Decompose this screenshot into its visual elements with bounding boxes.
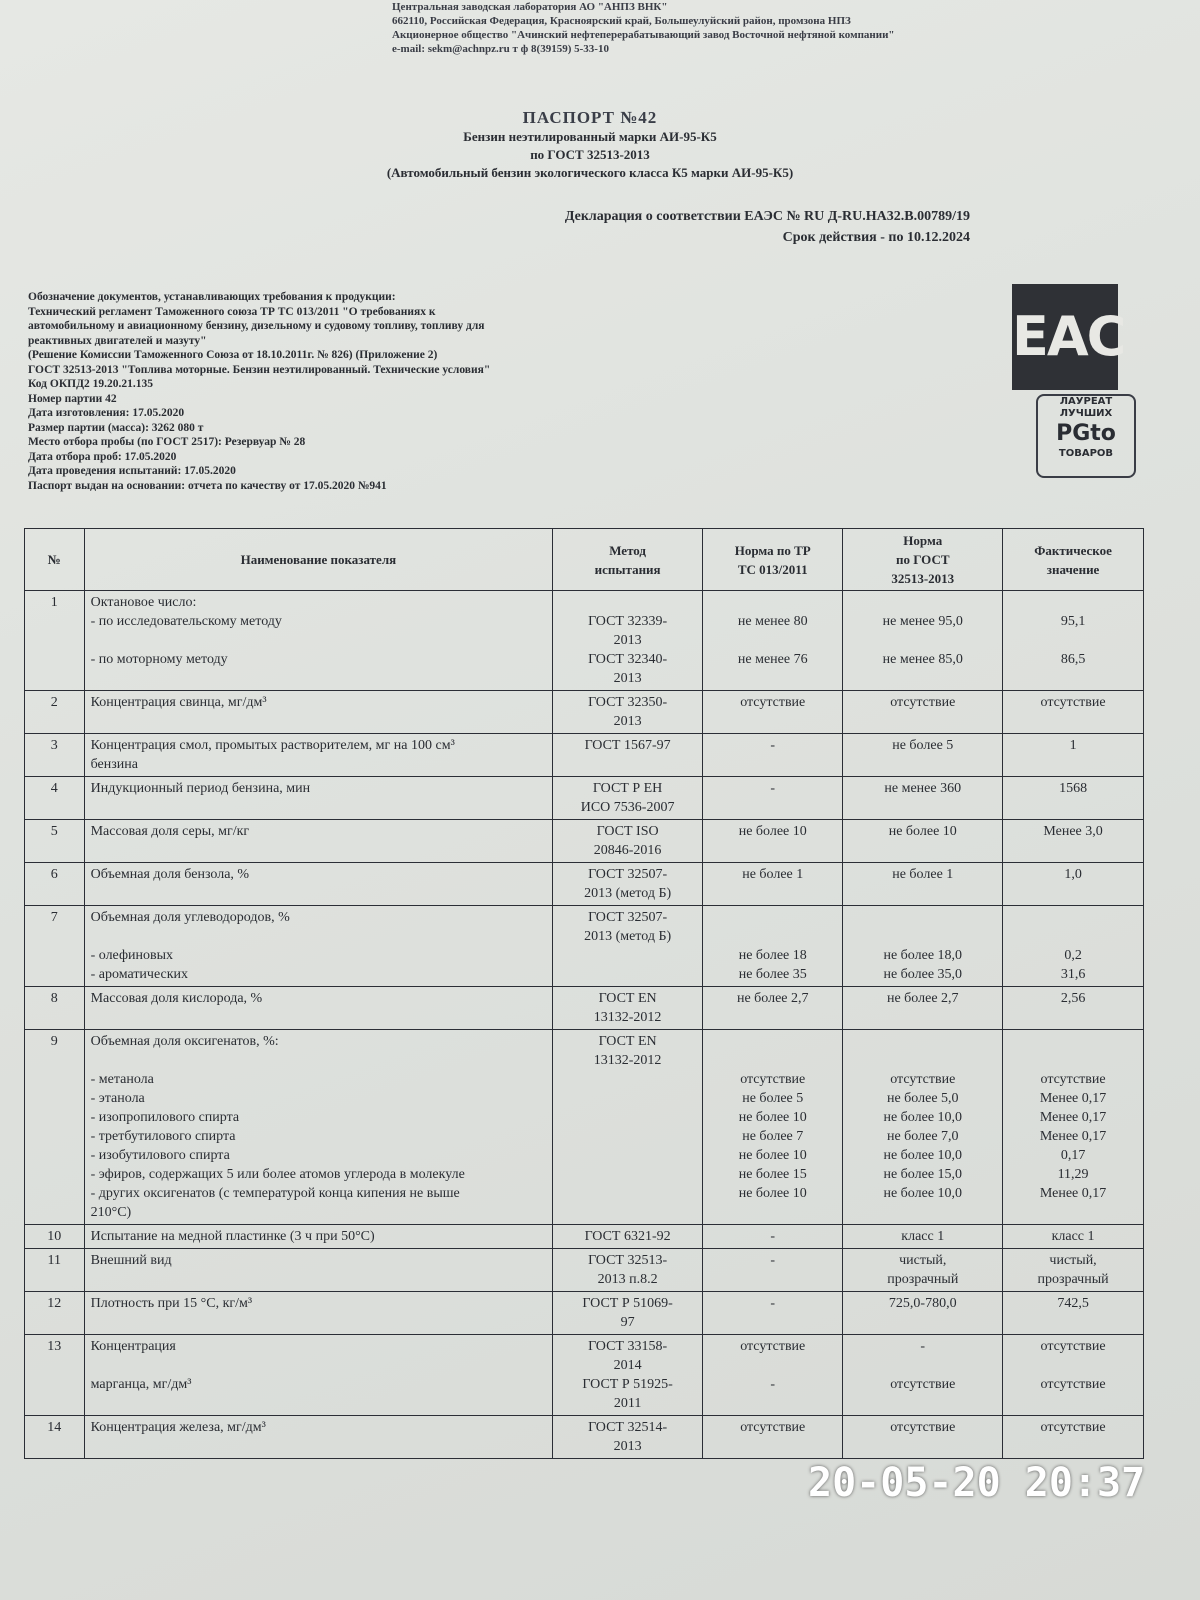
norm-tr-cell: не более 1 [703, 863, 843, 906]
table-row [25, 777, 1144, 820]
header-line-3: Акционерное общество "Ачинский нефтеперерабатывающий завод Восточной нефтяной компании" [392, 29, 895, 41]
actual-value-cell: отсутствие [1003, 1416, 1144, 1459]
test-method-cell: ГОСТ 33158- 2014 ГОСТ Р 51925- 2011 [553, 1335, 703, 1416]
meta-line-1: Технический регламент Таможенного союза ТР ТС 013/2011 "О требованиях к [28, 305, 436, 318]
actual-value-cell: класс 1 [1003, 1225, 1144, 1249]
actual-value-cell: 1,0 [1003, 863, 1144, 906]
row-number-cell: 12 [25, 1292, 85, 1335]
meta-line-8: Дата изготовления: 17.05.2020 [28, 407, 185, 419]
norm-tr-cell: - [703, 777, 843, 820]
declaration [470, 206, 970, 248]
indicator-name-cell: Индукционный период бензина, мин [84, 777, 553, 820]
table-row [25, 906, 1144, 987]
indicator-name-cell: Концентрация железа, мг/дм³ [84, 1416, 553, 1459]
norm-tr-cell: - [703, 1225, 843, 1249]
indicator-name-cell: Массовая доля кислорода, % [84, 987, 553, 1030]
meta-line-13: Паспорт выдан на основании: отчета по качеству от 17.05.2020 №941 [28, 479, 387, 492]
col-header-name: Наименование показателя [84, 529, 553, 591]
norm-gost-cell: не более 2,7 [843, 987, 1003, 1030]
actual-value-cell: 1 [1003, 734, 1144, 777]
actual-value-cell: отсутствие [1003, 691, 1144, 734]
norm-tr-cell: не более 18 не более 35 [703, 906, 843, 987]
meta-line-9: Размер партии (масса): 3262 080 т [28, 421, 204, 434]
norm-gost-cell: 725,0-780,0 [843, 1292, 1003, 1335]
table-row [25, 820, 1144, 863]
norm-gost-cell: не менее 95,0 не менее 85,0 [843, 591, 1003, 691]
row-number-cell: 6 [25, 863, 85, 906]
table-row [25, 691, 1144, 734]
norm-gost-cell: не более 10 [843, 820, 1003, 863]
col-header-norm-gost: Норма по ГОСТ 32513-2013 [843, 529, 1003, 591]
row-number-cell: 9 [25, 1030, 85, 1225]
indicator-name-cell: Концентрация смол, промытых растворителем, мг на 100 см³ бензина [84, 734, 553, 777]
norm-tr-cell: отсутствие [703, 691, 843, 734]
col-header-no: № [25, 529, 85, 591]
norm-gost-cell: чистый, прозрачный [843, 1249, 1003, 1292]
norm-tr-cell: отсутствие [703, 1416, 843, 1459]
product-name: Бензин неэтилированный марки АИ-95-К5 [463, 129, 717, 144]
indicator-name-cell: Массовая доля серы, мг/кг [84, 820, 553, 863]
row-number-cell: 4 [25, 777, 85, 820]
indicator-name-cell: Испытание на медной пластинке (3 ч при 50°С) [84, 1225, 553, 1249]
meta-line-10: Место отбора пробы (по ГОСТ 2517): Резервуар № 28 [28, 436, 306, 448]
norm-tr-cell: не более 10 [703, 820, 843, 863]
row-number-cell: 10 [25, 1225, 85, 1249]
award-text-top: ЛАУРЕАТ ЛУЧШИХ [1059, 396, 1113, 419]
actual-value-cell: Менее 3,0 [1003, 820, 1144, 863]
test-method-cell: ГОСТ 32507- 2013 (метод Б) [553, 863, 703, 906]
table-row [25, 591, 1144, 691]
table-header-row [25, 529, 1144, 591]
test-method-cell: ГОСТ 6321-92 [553, 1225, 703, 1249]
table-row [25, 1292, 1144, 1335]
row-number-cell: 2 [25, 691, 85, 734]
product-full-name: (Автомобильный бензин экологического класса К5 марки АИ-95-К5) [386, 165, 794, 180]
col-header-norm-tr: Норма по ТР ТС 013/2011 [703, 529, 843, 591]
norm-gost-cell: не менее 360 [843, 777, 1003, 820]
indicator-name-cell: Концентрация свинца, мг/дм³ [84, 691, 553, 734]
award-text-bottom: ТОВАРОВ [1058, 448, 1114, 459]
test-method-cell: ГОСТ Р 51069- 97 [553, 1292, 703, 1335]
test-method-cell: ГОСТ 32507- 2013 (метод Б) [553, 906, 703, 987]
norm-gost-cell: класс 1 [843, 1225, 1003, 1249]
table-row [25, 863, 1144, 906]
indicator-name-cell: Объемная доля оксигенатов, %: - метанола - этанола - изопропилового спирта - третбутилового спирта - изобутилового спирта - эфиров, содержащих 5 или более атомов углерода в молекуле - других оксигенатов (с температурой конца кипения не выше 210°С) [84, 1030, 553, 1225]
best-goods-award-logo [1036, 394, 1136, 478]
norm-gost-cell: не более 18,0 не более 35,0 [843, 906, 1003, 987]
norm-gost-cell: отсутствие не более 5,0 не более 10,0 не более 7,0 не более 10,0 не более 15,0 не более 10,0 [843, 1030, 1003, 1225]
meta-line-0: Обозначение документов, устанавливающих требования к продукции: [28, 291, 396, 303]
indicator-name-cell: Внешний вид [84, 1249, 553, 1292]
meta-line-2: автомобильному и авиационному бензину, дизельному и судовому топливу, топливу для [28, 320, 485, 332]
norm-gost-cell: отсутствие [843, 691, 1003, 734]
meta-line-7: Номер партии 42 [28, 392, 117, 405]
meta-line-4: (Решение Комиссии Таможенного Союза от 18.10.2011г. № 826) (Приложение 2) [28, 349, 438, 361]
test-method-cell: ГОСТ EN 13132-2012 [553, 987, 703, 1030]
header-line-2: 662110, Российская Федерация, Красноярский край, Большеулуйский район, промзона НПЗ [392, 15, 851, 27]
row-number-cell: 11 [25, 1249, 85, 1292]
norm-tr-cell: - [703, 734, 843, 777]
actual-value-cell: 2,56 [1003, 987, 1144, 1030]
eac-logo: EAC [1012, 284, 1118, 390]
actual-value-cell: 0,2 31,6 [1003, 906, 1144, 987]
header-line-4: e-mail: sekm@achnpz.ru т ф 8(39159) 5-33-10 [392, 43, 609, 55]
row-number-cell: 5 [25, 820, 85, 863]
row-number-cell: 1 [25, 591, 85, 691]
table-row [25, 987, 1144, 1030]
row-number-cell: 3 [25, 734, 85, 777]
norm-tr-cell: отсутствие - [703, 1335, 843, 1416]
actual-value-cell: 95,1 86,5 [1003, 591, 1144, 691]
table-row [25, 1030, 1144, 1225]
col-header-actual: Фактическое значение [1003, 529, 1144, 591]
norm-tr-cell: не более 2,7 [703, 987, 843, 1030]
table-row [25, 1335, 1144, 1416]
actual-value-cell: отсутствие Менее 0,17 Менее 0,17 Менее 0,17 0,17 11,29 Менее 0,17 [1003, 1030, 1144, 1225]
meta-line-12: Дата проведения испытаний: 17.05.2020 [28, 465, 236, 477]
test-method-cell: ГОСТ 1567-97 [553, 734, 703, 777]
test-method-cell: ГОСТ ISO 20846-2016 [553, 820, 703, 863]
table-row [25, 1249, 1144, 1292]
declaration-validity: Срок действия - по 10.12.2024 [782, 230, 970, 245]
indicator-name-cell: Октановое число: - по исследовательскому методу - по моторному методу [84, 591, 553, 691]
col-header-method: Метод испытания [553, 529, 703, 591]
table-row [25, 1225, 1144, 1249]
indicator-name-cell: Концентрация марганца, мг/дм³ [84, 1335, 553, 1416]
indicator-name-cell: Объемная доля углеводородов, % - олефиновых - ароматических [84, 906, 553, 987]
test-method-cell: ГОСТ 32350- 2013 [553, 691, 703, 734]
test-method-cell: ГОСТ 32339- 2013 ГОСТ 32340- 2013 [553, 591, 703, 691]
test-method-cell: ГОСТ 32513- 2013 п.8.2 [553, 1249, 703, 1292]
row-number-cell: 8 [25, 987, 85, 1030]
table-row [25, 734, 1144, 777]
norm-gost-cell: отсутствие [843, 1416, 1003, 1459]
meta-line-3: реактивных двигателей и мазуту" [28, 334, 207, 347]
actual-value-cell: чистый, прозрачный [1003, 1249, 1144, 1292]
passport-title: ПАСПОРТ №42 [522, 108, 658, 127]
actual-value-cell: 742,5 [1003, 1292, 1144, 1335]
norm-tr-cell: отсутствие не более 5 не более 10 не более 7 не более 10 не более 15 не более 10 [703, 1030, 843, 1225]
lab-header [392, 0, 895, 56]
meta-line-11: Дата отбора проб: 17.05.2020 [28, 450, 177, 463]
row-number-cell: 7 [25, 906, 85, 987]
row-number-cell: 14 [25, 1416, 85, 1459]
award-mark: PGto [1056, 421, 1116, 446]
meta-line-6: Код ОКПД2 19.20.21.135 [28, 378, 154, 390]
row-number-cell: 13 [25, 1335, 85, 1416]
header-line-1: Центральная заводская лаборатория АО "АНПЗ ВНК" [392, 1, 668, 13]
norm-tr-cell: - [703, 1249, 843, 1292]
document-meta [28, 290, 628, 493]
product-standard: по ГОСТ 32513-2013 [530, 147, 650, 162]
meta-line-5: ГОСТ 32513-2013 "Топлива моторные. Бензин неэтилированный. Технические условия" [28, 363, 491, 376]
norm-tr-cell: не менее 80 не менее 76 [703, 591, 843, 691]
actual-value-cell: 1568 [1003, 777, 1144, 820]
declaration-number: Декларация о соответствии ЕАЭС № RU Д-RU.НА32.В.00789/19 [564, 209, 970, 224]
actual-value-cell: отсутствие отсутствие [1003, 1335, 1144, 1416]
test-method-cell: ГОСТ 32514- 2013 [553, 1416, 703, 1459]
indicator-name-cell: Объемная доля бензола, % [84, 863, 553, 906]
results-table [24, 528, 1144, 1459]
norm-tr-cell: - [703, 1292, 843, 1335]
table-row [25, 1416, 1144, 1459]
test-method-cell: ГОСТ EN 13132-2012 [553, 1030, 703, 1225]
test-method-cell: ГОСТ Р ЕН ИСО 7536-2007 [553, 777, 703, 820]
photo-timestamp: 20-05-20 20:37 [808, 1460, 1146, 1506]
title-block [230, 108, 950, 182]
norm-gost-cell: не более 1 [843, 863, 1003, 906]
norm-gost-cell: не более 5 [843, 734, 1003, 777]
indicator-name-cell: Плотность при 15 °С, кг/м³ [84, 1292, 553, 1335]
norm-gost-cell: - отсутствие [843, 1335, 1003, 1416]
